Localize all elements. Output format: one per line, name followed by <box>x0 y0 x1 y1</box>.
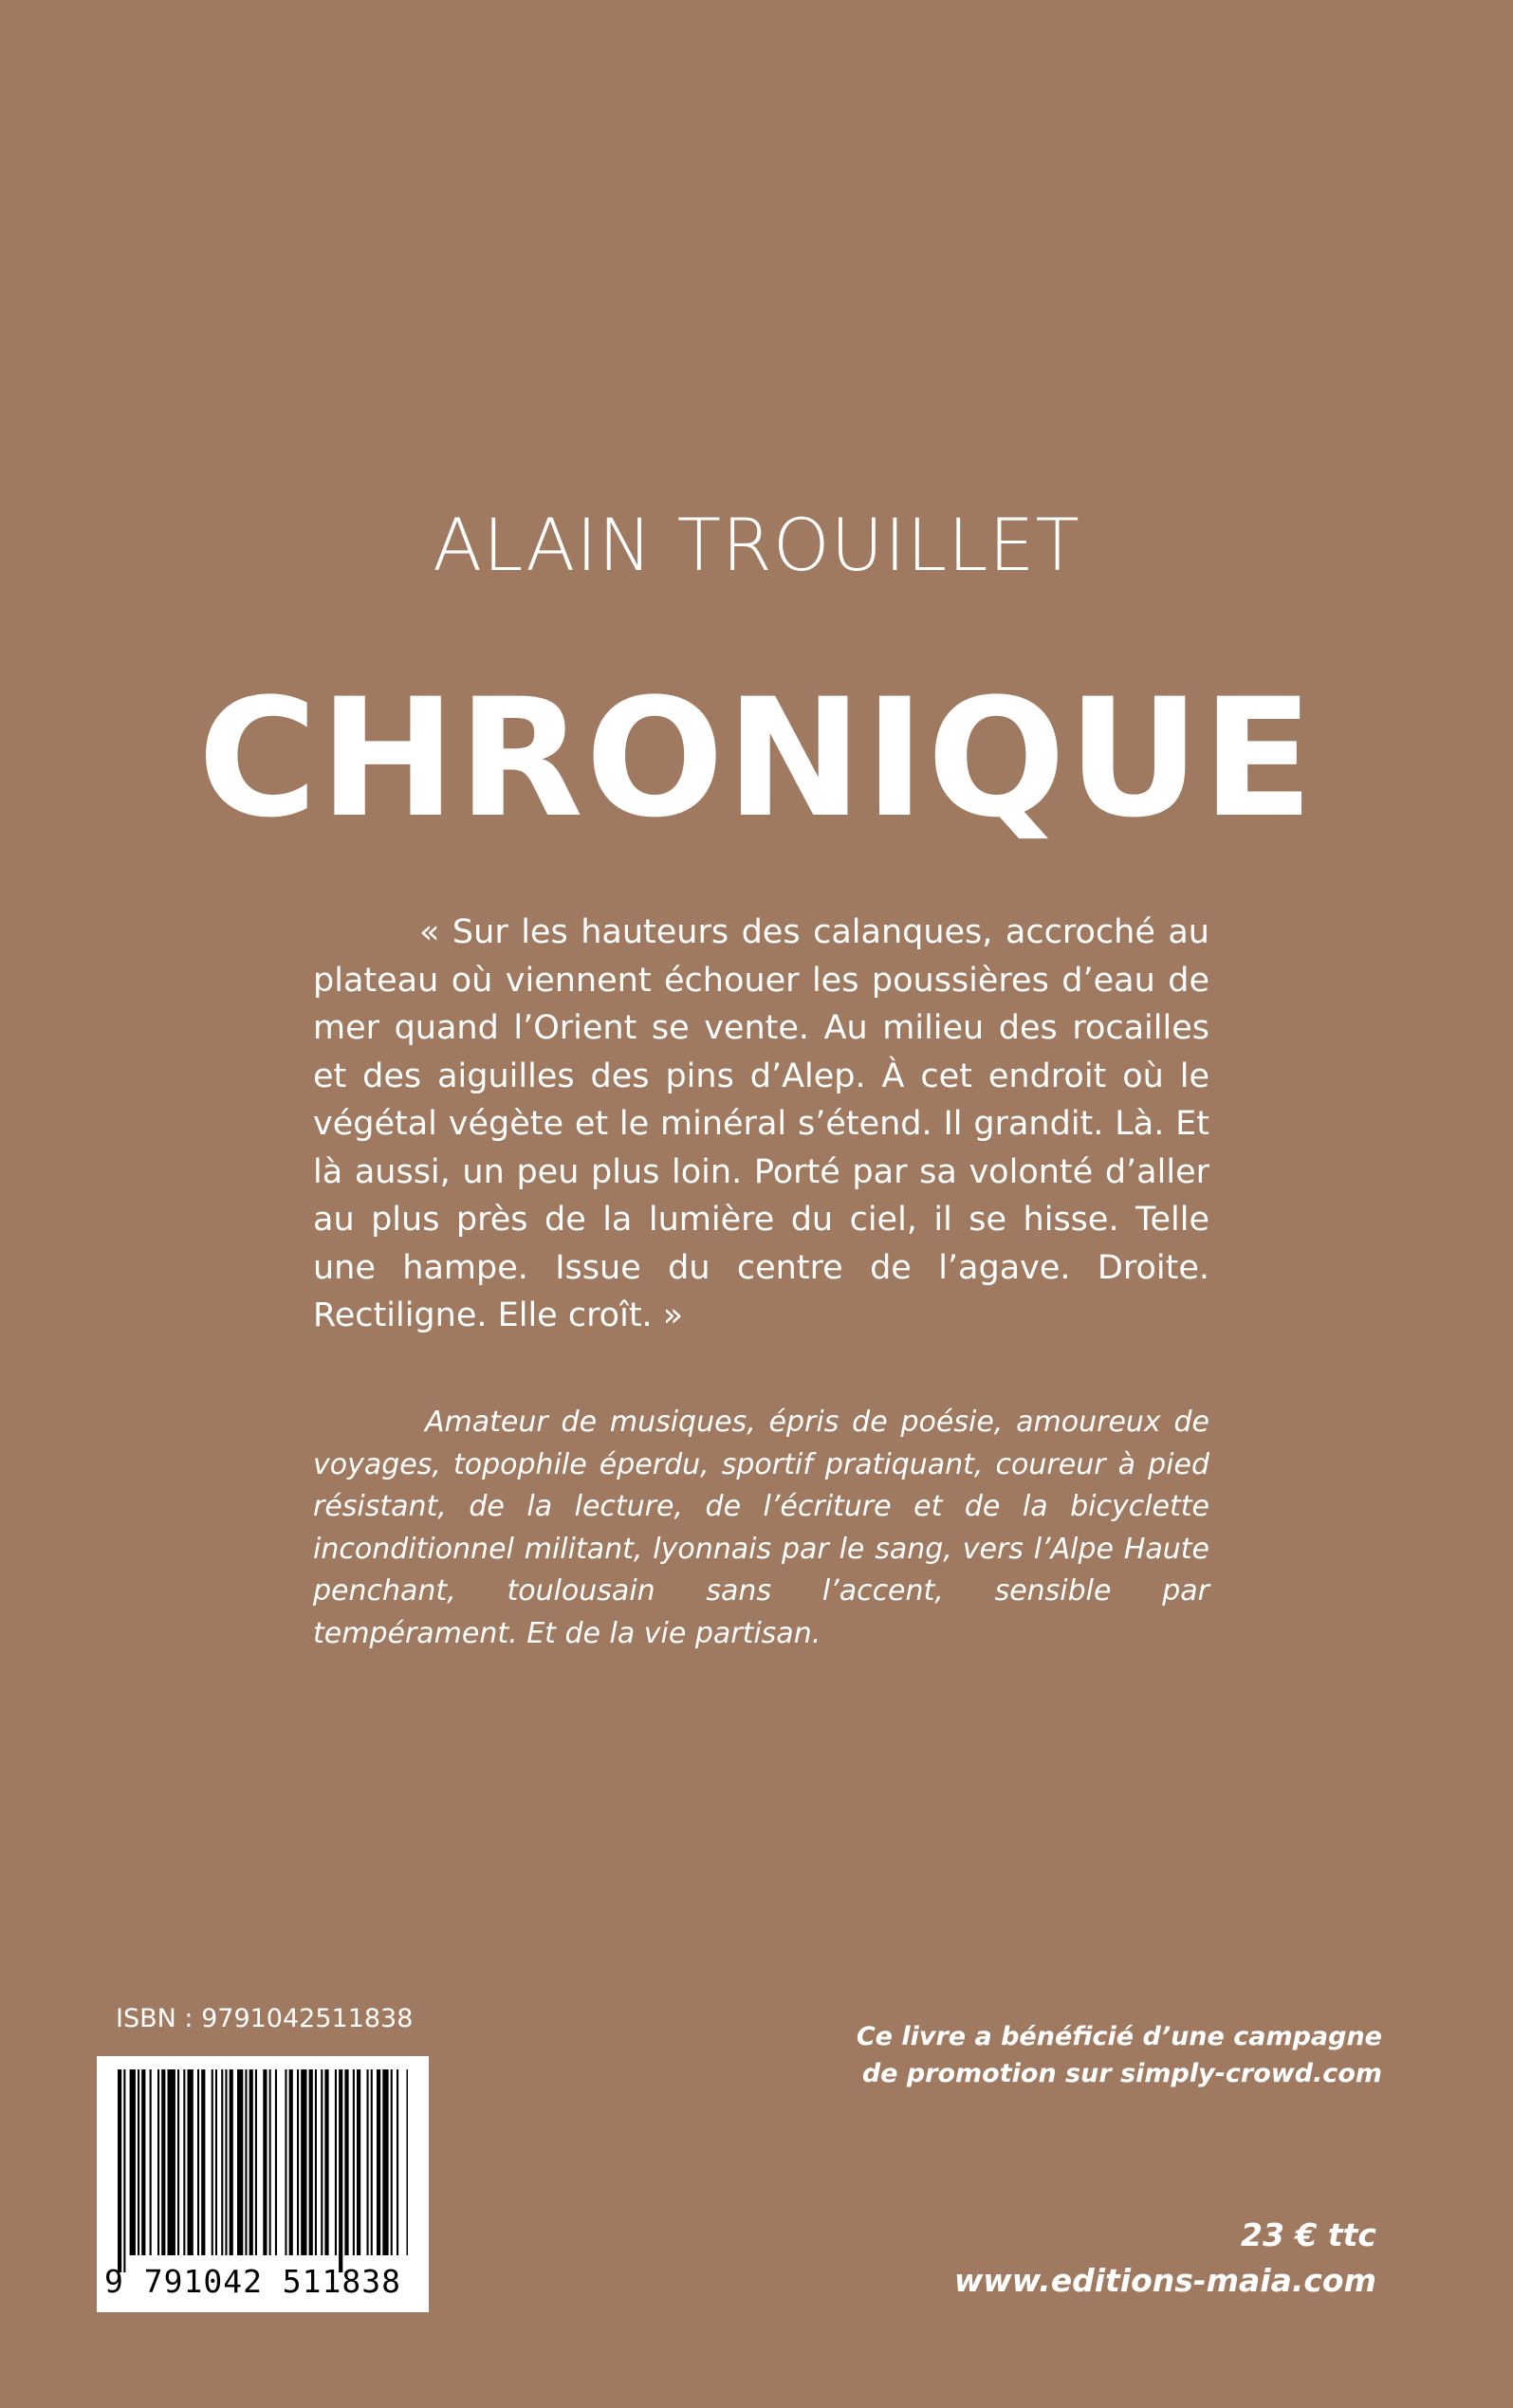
barcode-digits: 9 791042 511838 <box>104 2263 402 2300</box>
barcode <box>97 2056 429 2312</box>
author-name: ALAIN TROUILLET <box>433 503 1080 587</box>
author-bio: Amateur de musiques, épris de poésie, amoureux de voyages, topophile éperdu, sportif pratiquant, coureur à pied résistant, de la lecture, de l’écriture et de la bicyclette inconditionnel militant, lyonnais par le sang, vers l’Alpe Haute penchant, toulousain sans l’accent, sensible par tempérament. Et de la vie partisan. <box>313 1406 1209 1650</box>
barcode-bars-icon <box>118 2069 408 2272</box>
promotion-note <box>857 2018 1382 2092</box>
price-label: 23 € ttc <box>1241 2216 1376 2253</box>
book-title: CHRONIQUE <box>197 663 1316 854</box>
promotion-line-1: Ce livre a bénéficié d’une campagne <box>856 2022 1382 2051</box>
promotion-line-2: de promotion sur simply-crowd.com <box>861 2059 1382 2088</box>
publisher-website: www.editions-maia.com <box>953 2262 1376 2299</box>
isbn-label: ISBN : 9791042511838 <box>116 2004 414 2033</box>
book-excerpt: « Sur les hauteurs des calanques, accroché au plateau où viennent échouer les poussières d’eau de mer quand l’Orient se vente. Au milieu des rocailles et des aiguilles des pins d’Alep. À cet endroit où le végétal végète et le minéral s’étend. Il grandit. Là. Et là aussi, un peu plus loin. Porté par sa volonté d’aller au plus près de la lumière du ciel, il se hisse. Telle une hampe. Issue du centre de l’agave. Droite. Rectiligne. Elle croît. » <box>313 913 1209 1334</box>
